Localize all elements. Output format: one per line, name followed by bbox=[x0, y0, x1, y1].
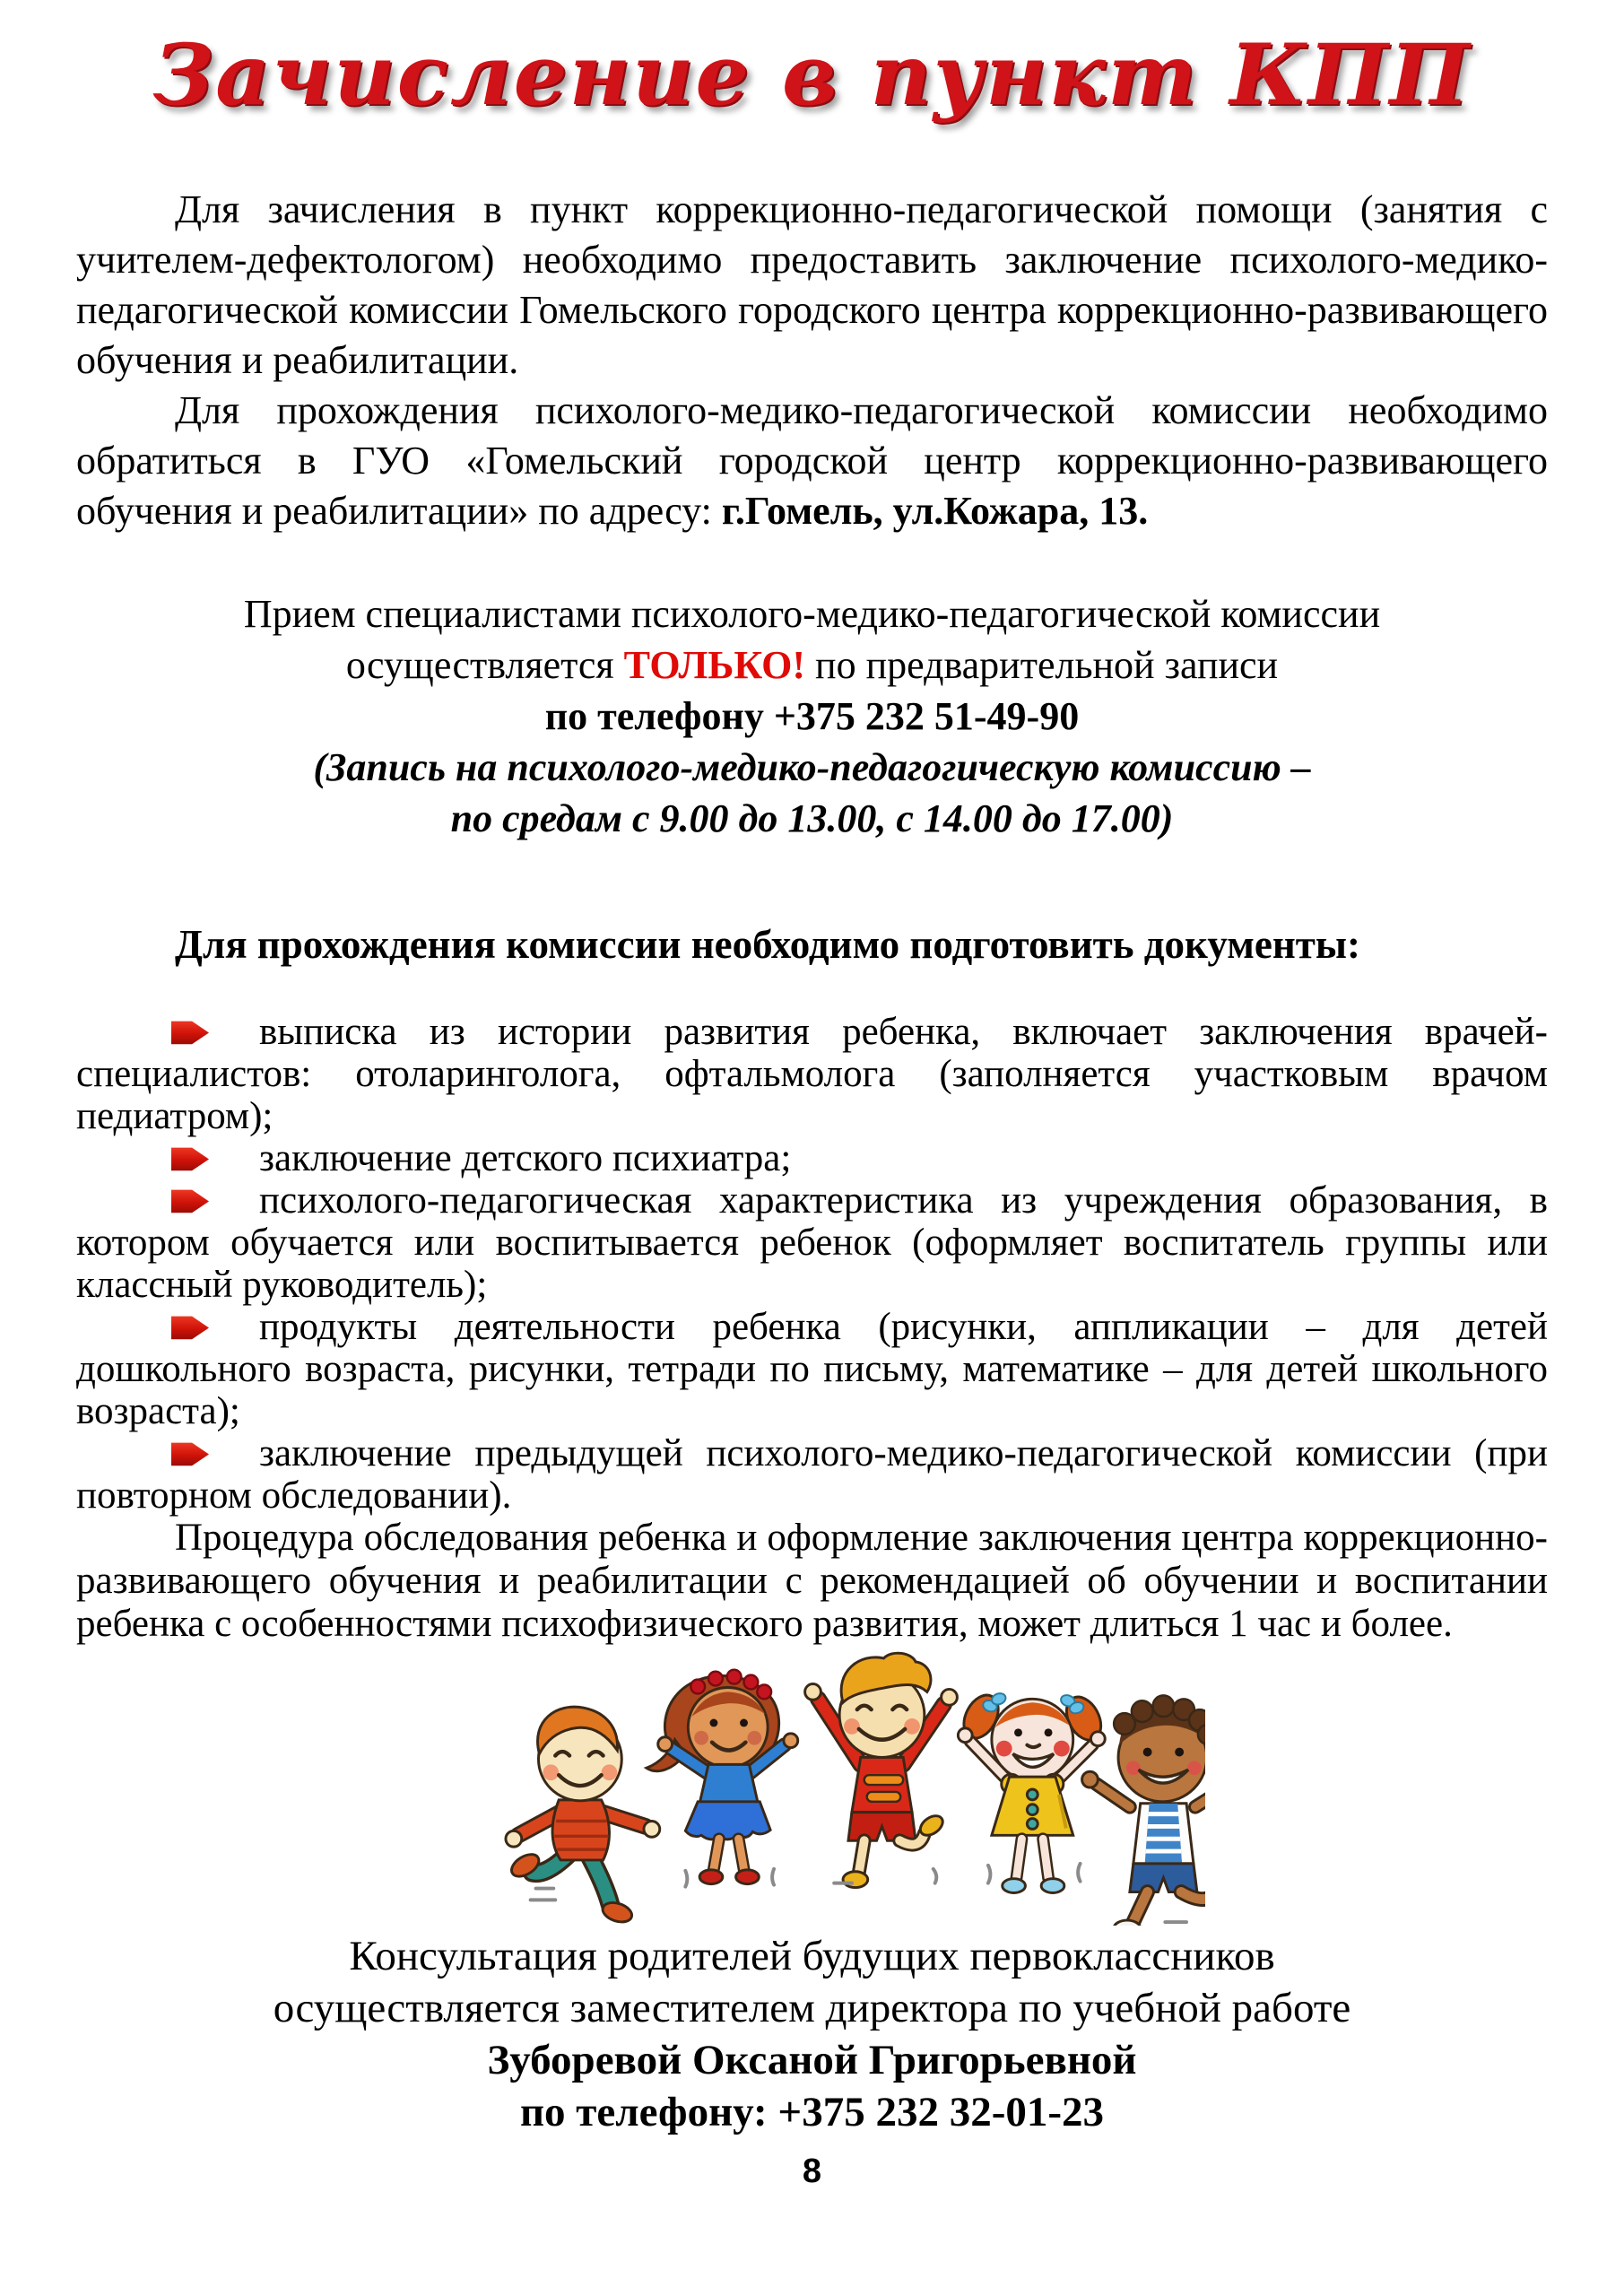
arrow-bullet-icon bbox=[171, 1018, 209, 1047]
kid-orange-sweater bbox=[505, 1708, 659, 1926]
arrow-bullet-icon bbox=[171, 1187, 209, 1215]
kid-blue-dress bbox=[646, 1670, 797, 1887]
list-item bbox=[76, 1011, 1548, 1137]
consultation-line-1: Консультация родителей будущих первоклассников bbox=[349, 1933, 1275, 1980]
arrow-bullet-icon bbox=[171, 1439, 209, 1468]
list-item-text: психолого-педагогическая характеристика из учреждения образования, в котором обучается или воспитывается ребенок (оформляет воспитатель группы или классный руководитель); bbox=[76, 1179, 1548, 1307]
appointment-notice bbox=[76, 588, 1548, 844]
consultation-line-2: осуществляется заместителем директора по учебной работе bbox=[273, 1985, 1351, 2032]
page-number: 8 bbox=[802, 2152, 822, 2191]
kid-yellow-dress bbox=[957, 1690, 1107, 1893]
list-item-text: выписка из истории развития ребенка, включает заключения врачей-специалистов: отоларинголога, офтальмолога (заполняется участковым врачом педиатром); bbox=[76, 1011, 1548, 1138]
schedule-line-1: (Запись на психолого-медико-педагогическую комиссию – bbox=[313, 745, 1311, 790]
commission-phone: по телефону +375 232 51-49-90 bbox=[544, 694, 1080, 739]
jumping-children-illustration bbox=[76, 1651, 1548, 1930]
arrow-bullet-icon bbox=[171, 1313, 209, 1342]
kid-red-shirt bbox=[804, 1654, 957, 1888]
list-item bbox=[76, 1137, 1548, 1179]
address-text: г.Гомель, ул.Кожара, 13. bbox=[721, 489, 1149, 534]
list-item-text: заключение детского психиатра; bbox=[259, 1137, 792, 1180]
documents-heading: Для прохождения комиссии необходимо подготовить документы: bbox=[175, 922, 1361, 968]
documents-list bbox=[76, 1011, 1548, 1517]
commission-paragraph-text: Для прохождения психолого-медико-педагогической комиссии необходимо обратиться в ГУО «Гомельский городской центр коррекционно-развивающего обучения и реабилитации» по адресу: bbox=[76, 388, 1548, 534]
children-drawing bbox=[488, 1651, 1205, 1926]
procedure-paragraph: Процедура обследования ребенка и оформление заключения центра коррекционно-развивающего обучения и реабилитации с рекомендацией об обучении и воспитании ребенка с особенностями психофизического развития, может длиться 1 час и более. bbox=[76, 1517, 1548, 1646]
list-item bbox=[76, 1179, 1548, 1306]
page-title: Зачисление в пункт КПП bbox=[152, 26, 1472, 125]
intro-paragraph: Для зачисления в пункт коррекционно-педагогической помощи (занятия с учителем-дефектологом) необходимо предоставить заключение психолого-медико-педагогической комиссии Гомельского городского центра коррекционно-развивающего обучения и реабилитации. bbox=[76, 187, 1548, 383]
only-accent-text: ТОЛЬКО! bbox=[623, 643, 806, 688]
commission-paragraph bbox=[76, 386, 1548, 536]
notice-line-1: Прием специалистами психолого-медико-педагогической комиссии bbox=[243, 592, 1381, 637]
list-item bbox=[76, 1432, 1548, 1517]
schedule-line-2: по средам с 9.00 до 13.00, с 14.00 до 17.00) bbox=[450, 796, 1174, 841]
list-item-text: продукты деятельности ребенка (рисунки, аппликации – для детей дошкольного возраста, рисунки, тетради по письму, математике – для детей школьного возраста); bbox=[76, 1306, 1548, 1433]
consultation-phone: по телефону: +375 232 32-01-23 bbox=[519, 2089, 1105, 2136]
consultation-block bbox=[76, 1930, 1548, 2138]
list-item bbox=[76, 1306, 1548, 1432]
arrow-bullet-icon bbox=[171, 1144, 209, 1173]
list-item-text: заключение предыдущей психолого-медико-педагогической комиссии (при повторном обследовании). bbox=[76, 1432, 1548, 1518]
notice-line-2-post: по предварительной записи bbox=[805, 643, 1279, 688]
consultant-name: Зуборевой Оксаной Григорьевной bbox=[487, 2037, 1137, 2084]
notice-line-2-pre: осуществляется bbox=[345, 643, 624, 688]
notice-line-2 bbox=[76, 639, 1548, 691]
